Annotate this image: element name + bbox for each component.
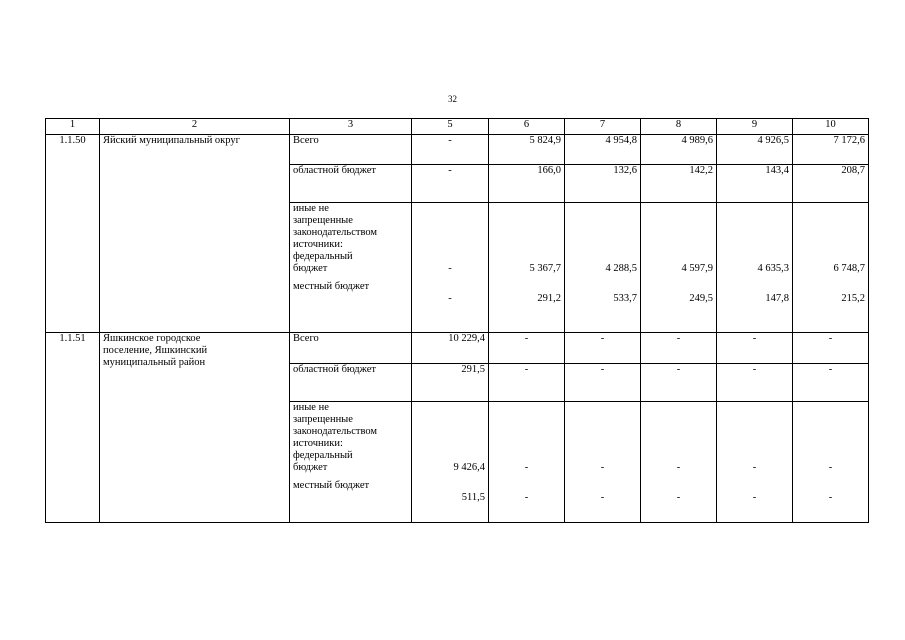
table-cell	[489, 402, 565, 523]
funding-source-label	[290, 203, 412, 333]
table-cell	[489, 203, 565, 333]
label-line: местный бюджет	[293, 281, 370, 292]
page-number: 32	[448, 94, 457, 104]
column-header: 10	[793, 119, 869, 135]
table-cell: -	[412, 135, 489, 165]
federal-value: -	[828, 462, 833, 473]
label-line: источники:	[293, 438, 343, 449]
table-cell: 4 954,8	[565, 135, 641, 165]
label-line: местный бюджет	[293, 480, 370, 491]
local-value: -	[600, 492, 605, 503]
table-cell: 10 229,4	[412, 333, 489, 364]
label-line: источники:	[293, 239, 343, 250]
table-cell: 291,5	[412, 364, 489, 402]
federal-value: 4 288,5	[605, 263, 637, 274]
table-cell	[717, 402, 793, 523]
table-cell: 166,0	[489, 165, 565, 203]
table-cell	[641, 203, 717, 333]
table-cell: 208,7	[793, 165, 869, 203]
table-cell	[565, 203, 641, 333]
column-header: 1	[46, 119, 100, 135]
funding-source-label: областной бюджет	[290, 165, 412, 203]
local-value: -	[448, 293, 452, 304]
table-cell	[717, 203, 793, 333]
column-header: 6	[489, 119, 565, 135]
column-header: 3	[290, 119, 412, 135]
label-line: бюджет	[293, 462, 328, 473]
local-value: -	[676, 492, 681, 503]
table-cell: 142,2	[641, 165, 717, 203]
table-cell: -	[717, 364, 793, 402]
federal-value: -	[448, 263, 452, 274]
federal-value: -	[752, 462, 757, 473]
label-line: законодательством	[293, 426, 378, 437]
table-cell: -	[717, 333, 793, 364]
federal-value: 6 748,7	[833, 263, 865, 274]
federal-value: 5 367,7	[529, 263, 561, 274]
row-name	[100, 333, 290, 523]
table-cell: 143,4	[717, 165, 793, 203]
table-cell	[641, 402, 717, 523]
column-header: 8	[641, 119, 717, 135]
label-line: иные не	[293, 402, 329, 413]
federal-value: -	[676, 462, 681, 473]
row-name: Яйский муниципальный округ	[100, 135, 290, 333]
table-cell	[793, 203, 869, 333]
local-value: 533,7	[613, 293, 637, 304]
table-cell: -	[641, 333, 717, 364]
local-value: 215,2	[841, 293, 865, 304]
table-cell	[793, 402, 869, 523]
federal-value: 9 426,4	[453, 462, 485, 473]
label-line: запрещенные	[293, 215, 353, 226]
column-header: 2	[100, 119, 290, 135]
row-code: 1.1.50	[46, 135, 100, 333]
table-cell: 5 824,9	[489, 135, 565, 165]
table-cell: -	[565, 333, 641, 364]
table-cell: -	[489, 364, 565, 402]
table-cell: -	[565, 364, 641, 402]
local-value: 291,2	[537, 293, 561, 304]
column-header: 7	[565, 119, 641, 135]
federal-value: 4 635,3	[757, 263, 789, 274]
table-cell: -	[641, 364, 717, 402]
federal-value: 4 597,9	[681, 263, 713, 274]
federal-value: -	[524, 462, 529, 473]
budget-table	[45, 118, 869, 523]
table-cell: 4 989,6	[641, 135, 717, 165]
funding-source-label: Всего	[290, 333, 412, 364]
label-line: законодательством	[293, 227, 378, 238]
federal-value: -	[600, 462, 605, 473]
table-cell: -	[793, 364, 869, 402]
table-cell	[565, 402, 641, 523]
table-cell: -	[489, 333, 565, 364]
name-line: Яшкинское городское	[103, 333, 201, 344]
funding-source-label: областной бюджет	[290, 364, 412, 402]
label-line: иные не	[293, 203, 329, 214]
table-row	[46, 135, 869, 165]
column-header: 9	[717, 119, 793, 135]
table-cell	[412, 203, 489, 333]
name-line: поселение, Яшкинский	[103, 345, 208, 356]
funding-source-label	[290, 402, 412, 523]
table-cell	[412, 402, 489, 523]
row-code: 1.1.51	[46, 333, 100, 523]
local-value: -	[828, 492, 833, 503]
local-value: 511,5	[461, 492, 485, 503]
label-line: федеральный	[293, 450, 353, 461]
label-line: федеральный	[293, 251, 353, 262]
table-cell: -	[793, 333, 869, 364]
local-value: -	[524, 492, 529, 503]
label-line: бюджет	[293, 263, 328, 274]
local-value: 147,8	[765, 293, 789, 304]
funding-source-label: Всего	[290, 135, 412, 165]
local-value: -	[752, 492, 757, 503]
table-cell: 132,6	[565, 165, 641, 203]
column-header: 5	[412, 119, 489, 135]
label-line: запрещенные	[293, 414, 353, 425]
table-row	[46, 333, 869, 364]
header-row	[46, 119, 869, 135]
table-cell: 4 926,5	[717, 135, 793, 165]
name-line: муниципальный район	[103, 357, 206, 368]
local-value: 249,5	[689, 293, 713, 304]
table-cell: 7 172,6	[793, 135, 869, 165]
table-cell: -	[412, 165, 489, 203]
